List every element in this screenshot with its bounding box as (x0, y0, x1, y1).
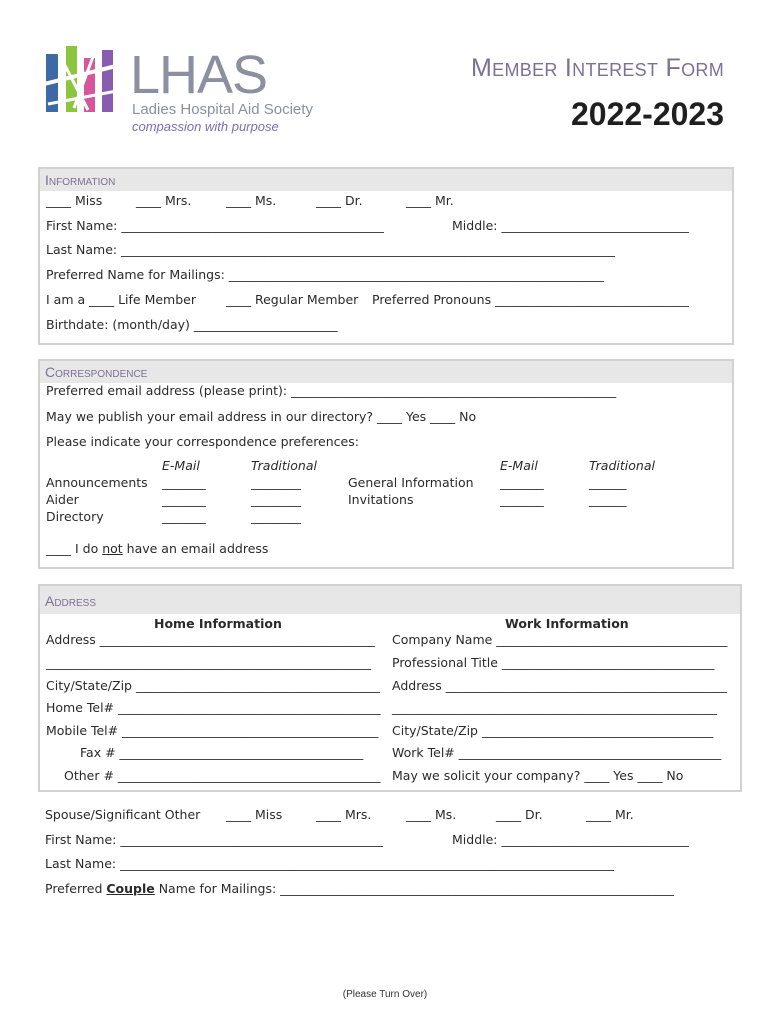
spouse-title-mr[interactable]: ____ Mr. (586, 807, 634, 822)
spouse-title-miss[interactable]: ____ Miss (226, 807, 283, 822)
blank-general-email[interactable]: _______ (500, 475, 544, 490)
professional-title-field[interactable]: Professional Title __________________________________ (392, 655, 715, 670)
blank-directory-trad[interactable]: ________ (251, 509, 301, 524)
blank-invitations-trad[interactable]: ______ (589, 492, 627, 507)
couple-word: Couple (106, 881, 155, 896)
work-address-field[interactable]: Address _____________________________________________ (392, 678, 728, 693)
form-title: Member Interest Form (471, 54, 724, 82)
form-year: 2022-2023 (570, 96, 724, 132)
mobile-tel-field[interactable]: Mobile Tel# _________________________________________ (46, 723, 379, 738)
col-traditional-right: Traditional (589, 458, 655, 473)
address-heading: Address (45, 593, 97, 609)
information-heading: Information (45, 172, 116, 188)
couple-prefix: Preferred (45, 881, 107, 896)
pref-invitations: Invitations (348, 492, 414, 507)
publish-email-question[interactable]: May we publish your email address in our directory? ____ Yes ____ No (46, 409, 477, 424)
email-field[interactable]: Preferred email address (please print): ____________________________________________________ (46, 383, 617, 398)
home-address-line2[interactable]: ____________________________________________________ (46, 655, 371, 670)
couple-name-field[interactable] (45, 881, 674, 896)
spouse-label: Spouse/Significant Other (45, 807, 201, 822)
regular-member-option[interactable]: ____ Regular Member (226, 292, 359, 307)
title-ms[interactable]: ____ Ms. (226, 193, 277, 208)
home-information-heading: Home Information (154, 616, 282, 631)
blank-general-trad[interactable]: ______ (589, 475, 627, 490)
address-band (40, 586, 740, 614)
pref-directory: Directory (46, 509, 104, 524)
logo-text: LHAS (130, 45, 268, 105)
blank-aider-email[interactable]: _______ (162, 492, 206, 507)
address-section (38, 584, 742, 792)
blank-invitations-email[interactable]: _______ (500, 492, 544, 507)
title-mr[interactable]: ____ Mr. (406, 193, 454, 208)
col-email-left: E-Mail (162, 458, 200, 473)
spouse-first-name[interactable]: First Name: __________________________________________ (45, 832, 383, 847)
work-city-state-zip[interactable]: City/State/Zip _____________________________________ (392, 723, 714, 738)
couple-suffix: Name for Mailings: _______________________________________________________________ (154, 881, 674, 896)
spouse-title-dr[interactable]: ____ Dr. (496, 807, 543, 822)
last-name-field[interactable]: Last Name: _______________________________________________________________________________ (46, 242, 615, 257)
no-email-option[interactable] (46, 541, 268, 556)
correspondence-heading: Correspondence (45, 364, 148, 380)
fax-field[interactable]: Fax # _______________________________________ (80, 745, 364, 760)
spouse-middle-name[interactable]: Middle: ______________________________ (452, 832, 689, 847)
home-city-state-zip[interactable]: City/State/Zip _______________________________________ (46, 678, 380, 693)
no-email-suffix: have an email address (122, 541, 269, 556)
birthdate-field[interactable]: Birthdate: (month/day) _______________________ (46, 317, 338, 332)
pref-announcements: Announcements (46, 475, 148, 490)
logo-tagline: compassion with purpose (132, 119, 279, 134)
work-tel-field[interactable]: Work Tel# __________________________________________ (392, 745, 722, 760)
pronouns-field[interactable]: Preferred Pronouns _______________________________ (372, 292, 689, 307)
company-name-field[interactable]: Company Name _____________________________________ (392, 632, 728, 647)
blank-announcements-trad[interactable]: ________ (251, 475, 301, 490)
title-dr[interactable]: ____ Dr. (316, 193, 363, 208)
title-miss[interactable]: ____ Miss (46, 193, 103, 208)
col-email-right: E-Mail (500, 458, 538, 473)
spouse-title-ms[interactable]: ____ Ms. (406, 807, 457, 822)
other-tel-field[interactable]: Other # __________________________________________ (64, 768, 381, 783)
lhas-logo-mark (44, 44, 126, 116)
no-email-not: not (102, 541, 123, 556)
solicit-company-question[interactable]: May we solicit your company? ____ Yes ____ No (392, 768, 684, 783)
please-turn-over: (Please Turn Over) (342, 989, 428, 1000)
work-address-line2[interactable]: ____________________________________________________ (392, 700, 717, 715)
information-band (40, 169, 732, 191)
home-address-field[interactable]: Address ____________________________________________ (46, 632, 375, 647)
work-information-heading: Work Information (505, 616, 629, 631)
life-member-option[interactable]: I am a ____ Life Member (46, 292, 196, 307)
correspondence-section (38, 359, 734, 569)
spouse-last-name[interactable]: Last Name: _______________________________________________________________________________ (45, 856, 614, 871)
first-name-field[interactable]: First Name: __________________________________________ (46, 218, 384, 233)
pref-general-information: General Information (348, 475, 474, 490)
blank-aider-trad[interactable]: ________ (251, 492, 301, 507)
col-traditional-left: Traditional (251, 458, 317, 473)
pref-aider: Aider (46, 492, 79, 507)
preferences-prompt: Please indicate your correspondence preferences: (46, 434, 359, 449)
blank-announcements-email[interactable]: _______ (162, 475, 206, 490)
preferred-name-field[interactable]: Preferred Name for Mailings: ____________________________________________________________ (46, 267, 604, 282)
home-tel-field[interactable]: Home Tel# __________________________________________ (46, 700, 381, 715)
logo-subtitle: Ladies Hospital Aid Society (132, 101, 313, 118)
blank-directory-email[interactable]: _______ (162, 509, 206, 524)
title-mrs[interactable]: ____ Mrs. (136, 193, 192, 208)
spouse-title-mrs[interactable]: ____ Mrs. (316, 807, 372, 822)
middle-name-field[interactable]: Middle: ______________________________ (452, 218, 689, 233)
information-section (38, 167, 734, 345)
no-email-prefix: ____ I do (46, 541, 103, 556)
